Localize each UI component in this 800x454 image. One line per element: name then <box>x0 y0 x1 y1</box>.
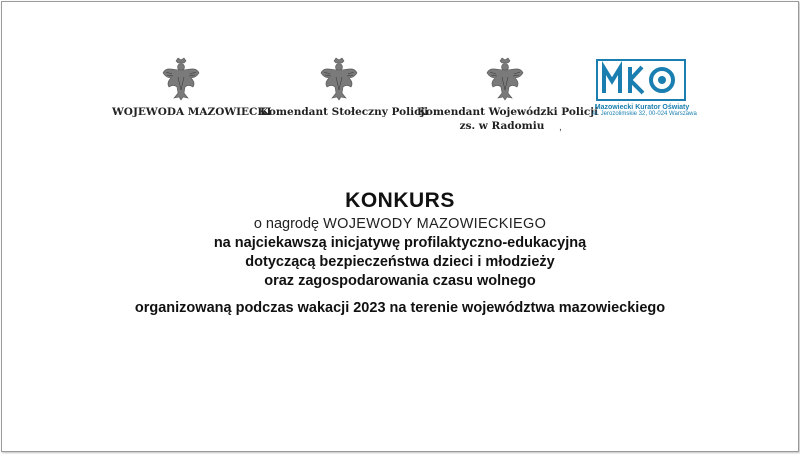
polish-eagle-icon <box>162 57 200 101</box>
mko-letters-icon <box>598 61 684 99</box>
description-line-1: na najciekawszą inicjatywę profilaktyczno-edukacyjną <box>213 235 587 251</box>
polish-eagle-icon <box>320 57 358 101</box>
announcement-text <box>2 187 798 318</box>
authority-wojewoda: WOJEWODA MAZOWIECKI <box>112 106 272 118</box>
description-line-3: oraz zagospodarowania czasu wolnego <box>264 273 536 289</box>
stray-mark: , <box>559 122 562 133</box>
prize-line: o nagrodę WOJEWODY MAZOWIECKIEGO <box>253 216 547 232</box>
authority-kwp-radom: Komendant Wojewódzki Policji zs. w Radomiu <box>417 106 599 132</box>
description-line-4: organizowaną podczas wakacji 2023 na terenie województwa mazowieckiego <box>134 300 666 316</box>
description-line-2: dotyczącą bezpieczeństwa dzieci i młodzieży <box>245 254 555 270</box>
document-page <box>1 1 799 452</box>
mko-logo <box>596 59 686 101</box>
polish-eagle-icon <box>486 57 524 101</box>
page-title: KONKURS <box>345 189 455 212</box>
logo-header <box>2 2 798 142</box>
authority-ksp: Komendant Stołeczny Policji <box>260 106 429 118</box>
mko-subtitle: Mazowiecki Kurator Oświaty Al. Jerozolimskie 32, 00-024 Warszawa <box>592 104 697 117</box>
